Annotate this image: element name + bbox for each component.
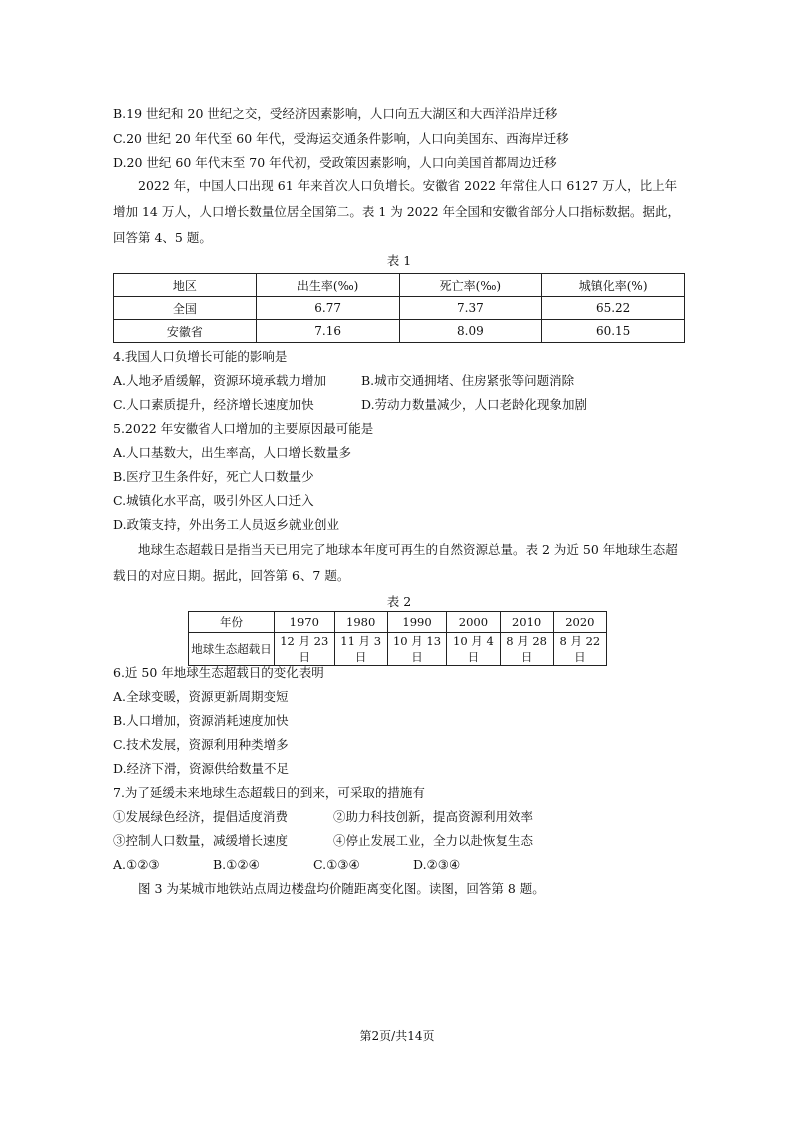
table2-date-cell: 12 月 23 日 <box>275 633 335 666</box>
table1-header-cell: 地区 <box>114 274 257 297</box>
q7-statement-2: ②助力科技创新，提高资源利用效率 <box>333 809 534 824</box>
table1-header-cell: 出生率(‰) <box>256 274 399 297</box>
q4-option-d: D.劳动力数量减少，人口老龄化现象加剧 <box>361 397 588 412</box>
q4-stem: 4.我国人口负增长可能的影响是 <box>113 349 288 364</box>
page-footer: 第2页/共14页 <box>359 1029 435 1043</box>
table1-cell: 65.22 <box>542 297 685 320</box>
table2-year-cell: 1990 <box>387 612 447 633</box>
table-row <box>114 320 685 343</box>
table2-year-cell: 1970 <box>275 612 335 633</box>
q4-option-b: B.城市交通拥堵、住房紧张等问题消除 <box>361 373 575 388</box>
table1-cell: 安徽省 <box>114 320 257 343</box>
table2-year-cell: 2000 <box>447 612 500 633</box>
q5-stem: 5.2022 年安徽省人口增加的主要原因最可能是 <box>113 421 374 436</box>
q3-option-d: D.20 世纪 60 年代末至 70 年代初，受政策因素影响，人口向美国首都周边迁移 <box>113 155 557 170</box>
table1-cell: 7.16 <box>256 320 399 343</box>
table1-caption: 表 1 <box>386 253 412 268</box>
table2-caption: 表 2 <box>386 594 412 609</box>
table2-date-cell: 8 月 22 日 <box>553 633 606 666</box>
q6-stem: 6.近 50 年地球生态超载日的变化表明 <box>113 665 324 680</box>
q7-option-a: A.①②③ <box>113 857 160 872</box>
q7-option-b: B.①②④ <box>213 857 260 872</box>
q7-statement-3: ③控制人口数量，减缓增长速度 <box>113 833 289 848</box>
intro-paragraph-2: 地球生态超载日是指当天已用完了地球本年度可再生的自然资源总量。表 2 为近 50 年地球生态超载日的对应日期。据此，回答第 6、7 题。 <box>113 542 678 583</box>
table-row <box>114 297 685 320</box>
intro-paragraph-3: 图 3 为某城市地铁站点周边楼盘均价随距离变化图。读图，回答第 8 题。 <box>138 881 545 896</box>
q6-option-b: B.人口增加，资源消耗速度加快 <box>113 713 289 728</box>
table-row <box>189 612 607 633</box>
table1-cell: 7.37 <box>399 297 542 320</box>
table1-header-cell: 城镇化率(%) <box>542 274 685 297</box>
table2-row-label: 地球生态超载日 <box>189 633 275 666</box>
intro-paragraph-1: 2022 年，中国人口出现 61 年来首次人口负增长。安徽省 2022 年常住人口 6127 万人，比上年增加 14 万人，人口增长数量位居全国第二。表 1 为 2022 年全国和安徽省部分人口指标数据。据此，回答第 4、5 题。 <box>113 178 681 245</box>
q6-option-c: C.技术发展，资源利用种类增多 <box>113 737 289 752</box>
table1-header-row <box>114 274 685 297</box>
q3-option-b: B.19 世纪和 20 世纪之交，受经济因素影响，人口向五大湖区和大西洋沿岸迁移 <box>113 106 558 121</box>
q5-option-d: D.政策支持，外出务工人员返乡就业创业 <box>113 517 340 532</box>
table2-date-cell: 10 月 13 日 <box>387 633 447 666</box>
q5-option-c: C.城镇化水平高，吸引外区人口迁入 <box>113 493 314 508</box>
table1-cell: 60.15 <box>542 320 685 343</box>
q7-stem: 7.为了延缓未来地球生态超载日的到来，可采取的措施有 <box>113 785 425 800</box>
q7-option-d: D.②③④ <box>413 857 461 872</box>
table1-cell: 全国 <box>114 297 257 320</box>
q5-option-b: B.医疗卫生条件好，死亡人口数量少 <box>113 469 314 484</box>
q3-option-c: C.20 世纪 20 年代至 60 年代，受海运交通条件影响，人口向美国东、西海岸迁移 <box>113 131 569 146</box>
table2-row-label: 年份 <box>189 612 275 633</box>
q7-option-c: C.①③④ <box>313 857 360 872</box>
table1 <box>113 273 685 343</box>
table-row <box>189 633 607 666</box>
table2-date-cell: 11 月 3 日 <box>334 633 387 666</box>
table2 <box>188 611 607 666</box>
q4-option-a: A.人地矛盾缓解，资源环境承载力增加 <box>113 373 327 388</box>
table2-year-cell: 2010 <box>500 612 553 633</box>
q7-statement-1: ①发展绿色经济，提倡适度消费 <box>113 809 289 824</box>
table2-year-cell: 2020 <box>553 612 606 633</box>
q5-option-a: A.人口基数大，出生率高，人口增长数量多 <box>113 445 352 460</box>
table2-date-cell: 8 月 28 日 <box>500 633 553 666</box>
q6-option-d: D.经济下滑，资源供给数量不足 <box>113 761 290 776</box>
q4-option-c: C.人口素质提升，经济增长速度加快 <box>113 397 314 412</box>
table1-cell: 8.09 <box>399 320 542 343</box>
table1-header-cell: 死亡率(‰) <box>399 274 542 297</box>
q7-statement-4: ④停止发展工业，全力以赴恢复生态 <box>333 833 534 848</box>
table1-cell: 6.77 <box>256 297 399 320</box>
table2-year-cell: 1980 <box>334 612 387 633</box>
q6-option-a: A.全球变暖，资源更新周期变短 <box>113 689 289 704</box>
table2-date-cell: 10 月 4 日 <box>447 633 500 666</box>
